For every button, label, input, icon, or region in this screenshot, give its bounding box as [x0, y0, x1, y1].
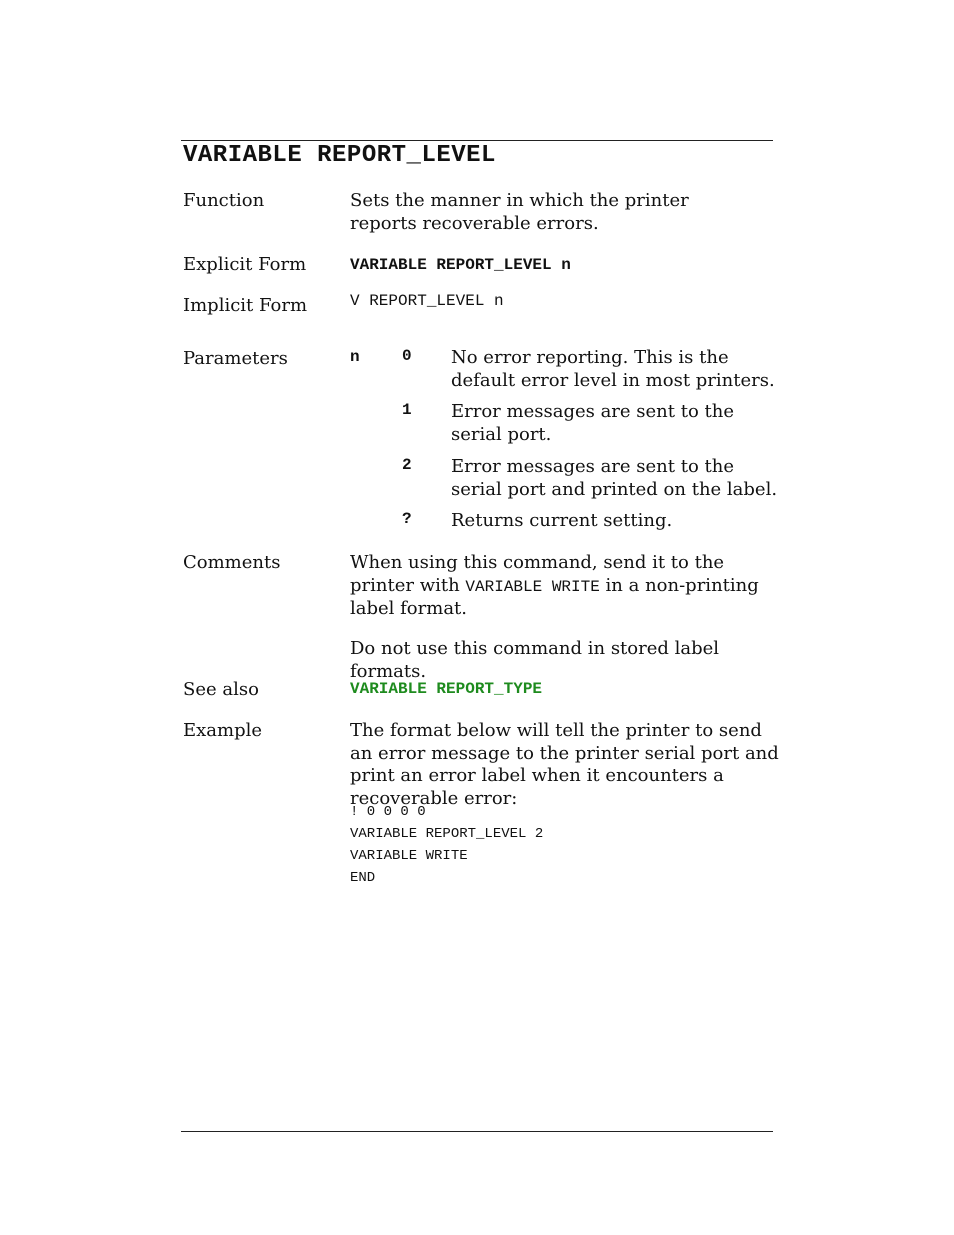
- parameters-label: Parameters: [183, 348, 288, 369]
- implicit-form-code: V REPORT_LEVEL n: [350, 292, 504, 310]
- parameter-description: Error messages are sent to the serial port.: [451, 401, 734, 445]
- comments-paragraph-1: [350, 552, 770, 621]
- comments-text: in a non-printing label format.: [350, 574, 759, 619]
- example-code-line: VARIABLE REPORT_LEVEL 2: [350, 826, 544, 842]
- example-code-line: VARIABLE WRITE: [350, 848, 468, 864]
- parameter-value: 2: [402, 456, 412, 474]
- see-also-label: See also: [183, 679, 259, 700]
- see-also-link[interactable]: VARIABLE REPORT_TYPE: [350, 680, 543, 698]
- explicit-form-code: VARIABLE REPORT_LEVEL n: [350, 256, 571, 274]
- comments-text: When using this command, send it to the printer with: [350, 552, 725, 596]
- parameter-description: No error reporting. This is the default error level in most printers.: [451, 347, 775, 391]
- parameter-value: 0: [402, 347, 412, 365]
- example-label: Example: [183, 720, 263, 741]
- parameter-name: n: [350, 348, 360, 366]
- implicit-form-label: Implicit Form: [183, 295, 308, 316]
- parameter-description: Returns current setting.: [451, 510, 673, 531]
- example-code-line: ! 0 0 0 0: [350, 804, 426, 820]
- function-text: Sets the manner in which the printer reports recoverable errors.: [350, 190, 689, 234]
- inline-code: VARIABLE WRITE: [465, 577, 600, 596]
- comments-label: Comments: [183, 552, 281, 573]
- page-title: VARIABLE REPORT_LEVEL: [183, 142, 496, 169]
- parameter-description: Error messages are sent to the serial port and printed on the label.: [451, 456, 778, 500]
- function-label: Function: [183, 190, 265, 211]
- comments-paragraph-2: Do not use this command in stored label formats.: [350, 638, 720, 682]
- explicit-form-label: Explicit Form: [183, 254, 307, 275]
- parameter-value: ?: [402, 510, 412, 528]
- bottom-rule: [181, 1131, 773, 1132]
- example-code-line: END: [350, 870, 376, 886]
- parameter-value: 1: [402, 401, 412, 419]
- top-rule: [181, 140, 773, 141]
- example-text: The format below will tell the printer to send an error message to the printer serial port and print an error label when it encounters a recoverable error:: [350, 720, 779, 809]
